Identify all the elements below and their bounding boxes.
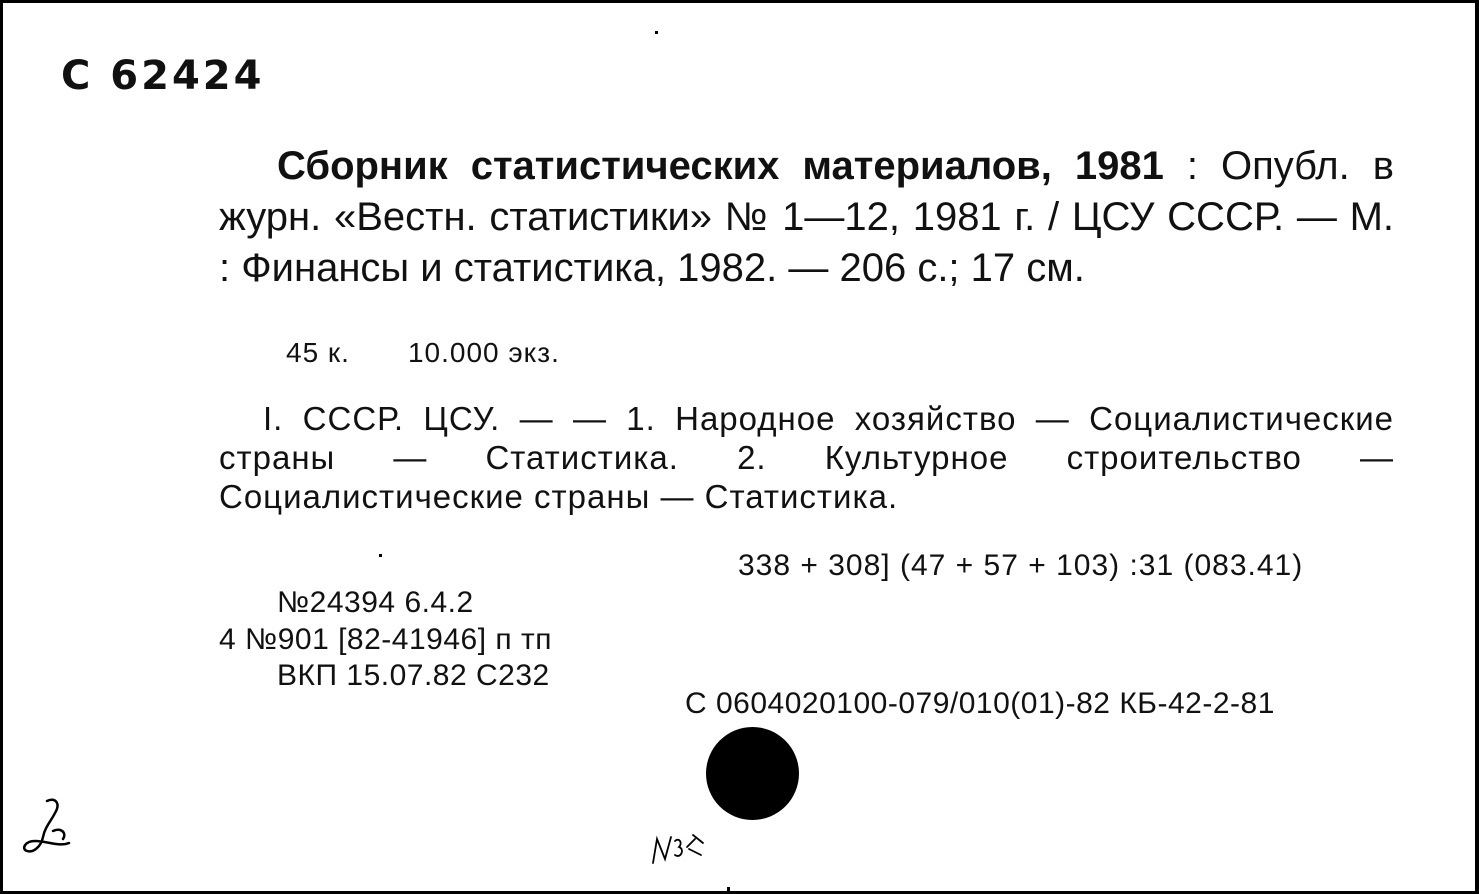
punch-hole — [706, 727, 799, 820]
handwritten-mark — [17, 793, 77, 863]
speck — [379, 554, 382, 557]
meta-line-1: №24394 6.4.2 — [277, 586, 474, 619]
classification-index: 338 + 308] (47 + 57 + 103) :31 (083.41) — [738, 549, 1304, 582]
main-entry — [219, 141, 1394, 294]
meta-line-2: 4 №901 [82-41946] п тп — [219, 623, 552, 656]
entry-description: : Опубл. в журн. «Вестн. статистики» № 1—12, 1981 г. / ЦСУ СССР. — М. : Финансы и статистика, 1982. — 206 с.; 17 см. — [219, 144, 1394, 290]
entry-heading: Сборник статистических материалов, 1981 — [277, 144, 1164, 188]
call-number: С 62424 — [61, 53, 265, 99]
speck — [655, 31, 658, 34]
handwritten-mark — [649, 825, 713, 871]
price: 45 к. — [286, 337, 350, 368]
copies-count: 10.000 экз. — [407, 337, 560, 368]
publisher-index: С 0604020100-079/010(01)-82 КБ-42-2-81 — [685, 687, 1275, 720]
meta-line-3: ВКП 15.07.82 С232 — [277, 659, 550, 692]
subject-headings: I. СССР. ЦСУ. — — 1. Народное хозяйство — Социалистические страны — Статистика. 2. Культурное строительство — Социалистические страны — Статистика. — [219, 400, 1394, 515]
price-line — [286, 337, 560, 369]
speck — [727, 887, 730, 892]
